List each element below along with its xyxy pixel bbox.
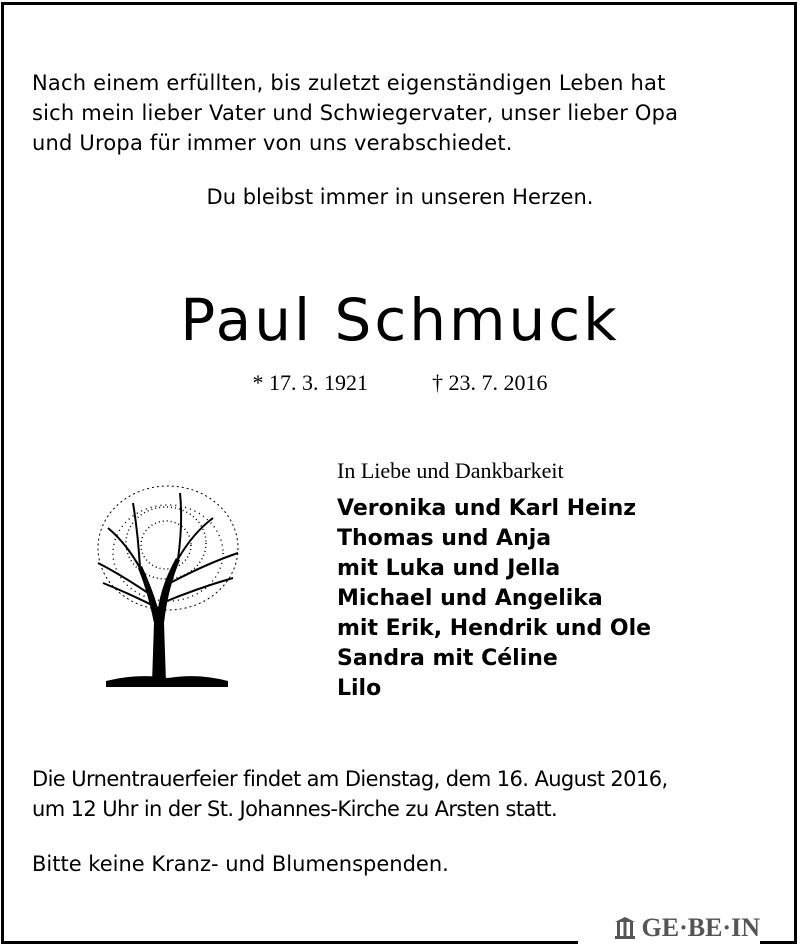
donation-note: Bitte keine Kranz- und Blumenspenden. <box>32 852 449 876</box>
birth-date: * 17. 3. 1921 <box>252 370 368 395</box>
intro-text <box>32 68 770 158</box>
motto: Du bleibst immer in unseren Herzen. <box>206 185 594 209</box>
intro-line-1: Nach einem erfüllten, bis zuletzt eigenständigen Leben hat <box>32 71 666 95</box>
intro-line-3: und Uropa für immer von uns verabschiedet. <box>32 131 513 155</box>
ceremony-info <box>32 764 777 824</box>
family-member: Sandra mit Céline <box>337 646 558 671</box>
life-dates <box>0 368 800 398</box>
family-list <box>337 494 651 704</box>
tree-icon <box>88 473 248 693</box>
family-member: Thomas und Anja <box>337 526 552 551</box>
death-date: † 23. 7. 2016 <box>432 370 548 395</box>
family-member: Veronika und Karl Heinz <box>337 496 637 521</box>
ceremony-line-2: um 12 Uhr in der St. Johannes-Kirche zu Arsten statt. <box>32 797 558 821</box>
logo-text: GE·BE·IN <box>641 912 760 942</box>
family-member: Lilo <box>337 676 382 701</box>
gebein-logo <box>578 911 760 944</box>
dedication: In Liebe und Dankbarkeit <box>337 458 564 483</box>
family-member: mit Erik, Hendrik und Ole <box>337 616 652 641</box>
family-member: Michael und Angelika <box>337 586 603 611</box>
intro-line-2: sich mein lieber Vater und Schwiegervater, unser lieber Opa <box>32 101 679 125</box>
deceased-name: Paul Schmuck <box>180 286 620 354</box>
gebein-logo-icon <box>614 916 636 940</box>
ceremony-line-1: Die Urnentrauerfeier findet am Dienstag, dem 16. August 2016, <box>32 767 668 791</box>
family-member: mit Luka und Jella <box>337 556 561 581</box>
